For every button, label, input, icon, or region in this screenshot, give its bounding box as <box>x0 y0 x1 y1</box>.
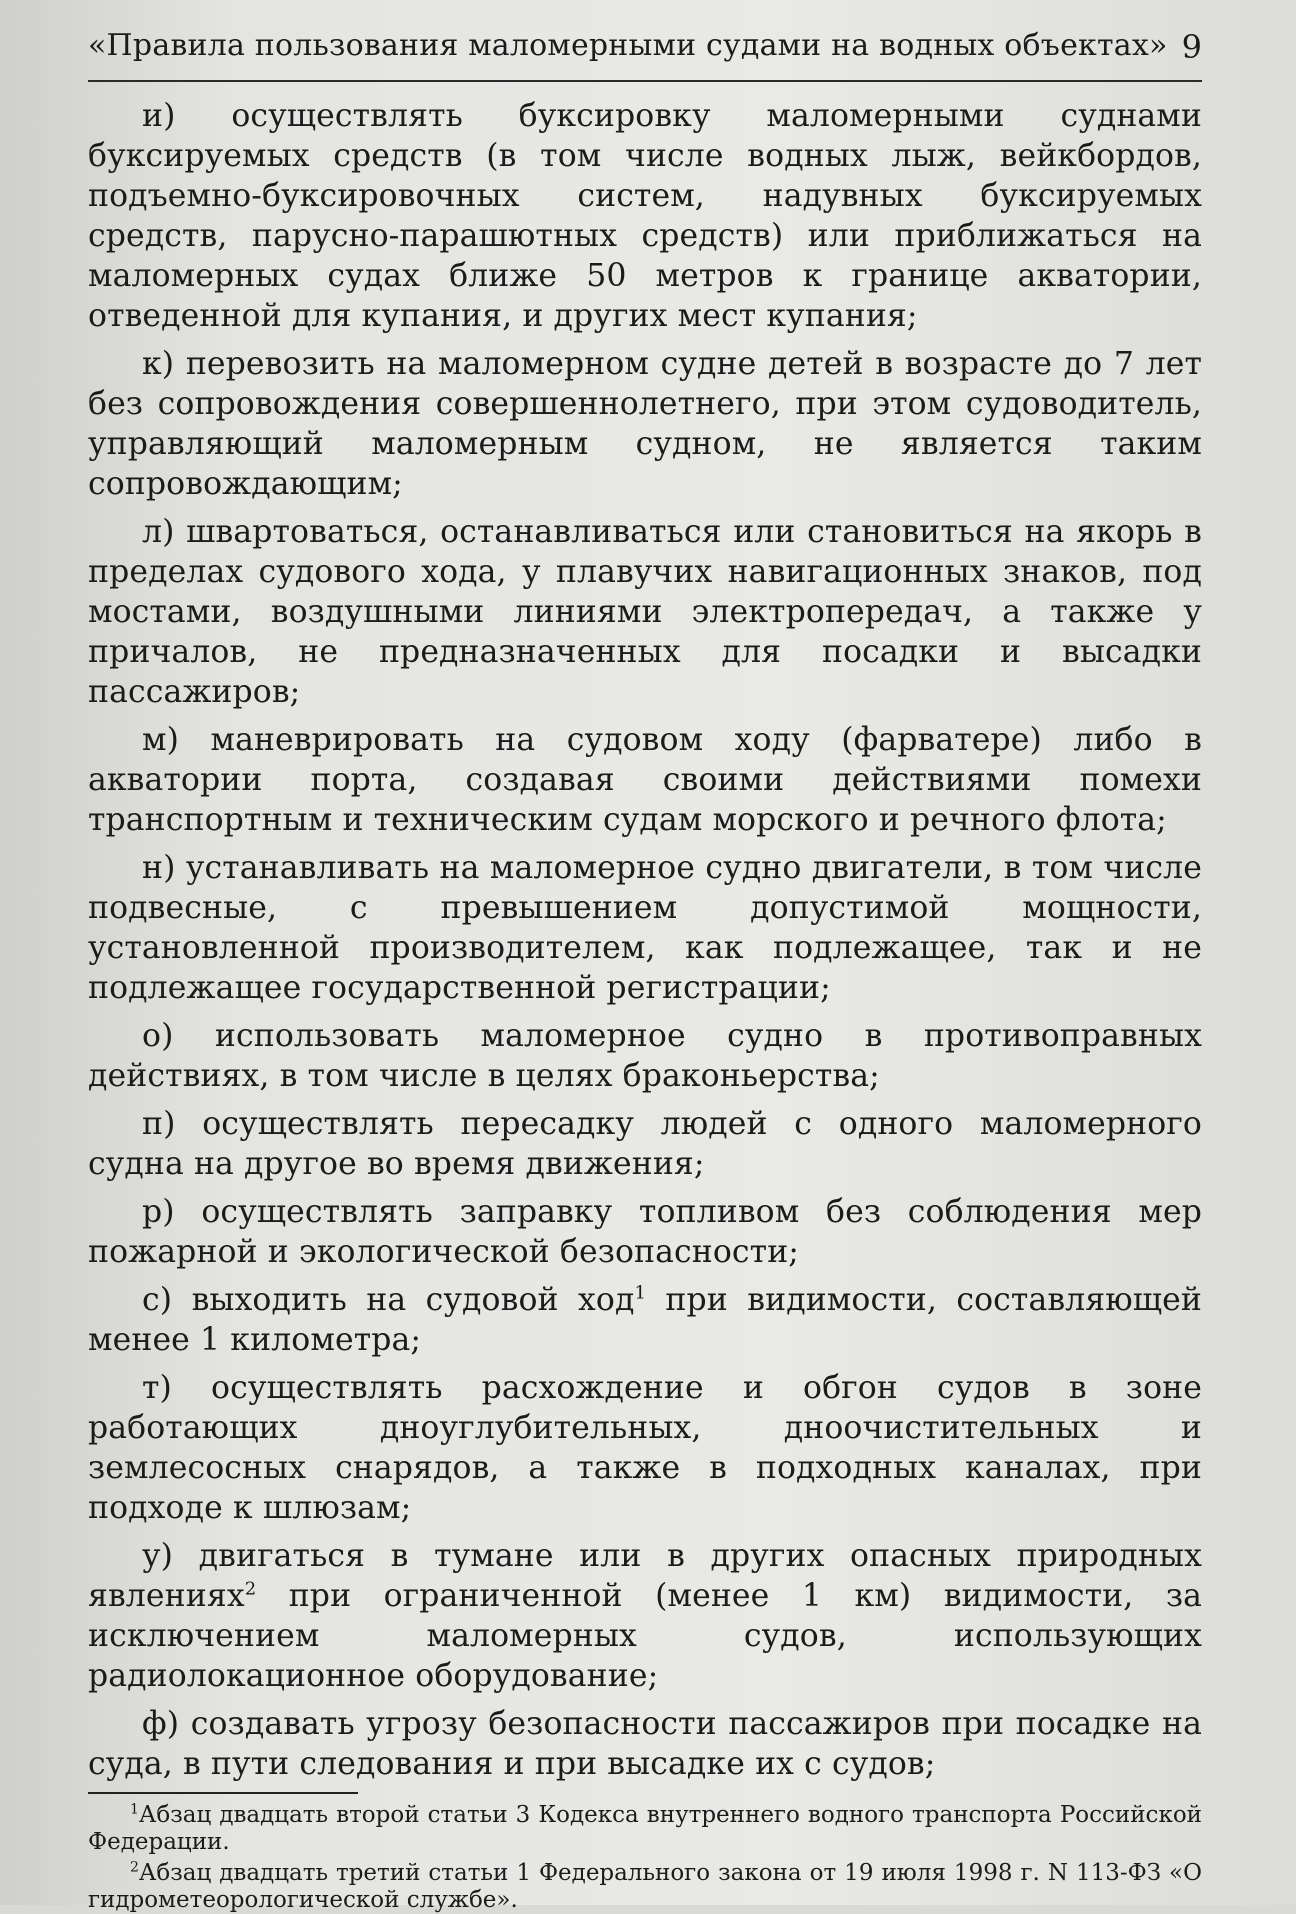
list-item <box>88 512 1202 712</box>
footnote-text: Абзац двадцать третий статьи 1 Федерального закона от 19 июля 1998 г. N 113-ФЗ «О гидрометеорологической службе». <box>88 1860 1202 1913</box>
footnote <box>88 1860 1202 1914</box>
footnote-text: Абзац двадцать второй статьи 3 Кодекса внутреннего водного транспорта Российской Федерации. <box>88 1802 1202 1855</box>
item-letter: у) <box>142 1538 174 1574</box>
item-letter: и) <box>142 98 176 134</box>
item-text: маневрировать на судовом ходу (фарватере) либо в акватории порта, создавая своими действиями помехи транспортным и техническим судам морского и речного флота; <box>88 722 1202 838</box>
list-item <box>88 344 1202 504</box>
item-letter: ф) <box>142 1706 180 1742</box>
item-text: швартоваться, останавливаться или становиться на якорь в пределах судового хода, у плавучих навигационных знаков, под мостами, воздушными линиями электропередач, а также у причалов, не предназначенных для посадки и высадки пассажиров; <box>88 514 1202 710</box>
running-head <box>88 22 1202 82</box>
item-letter: п) <box>142 1106 176 1142</box>
list-item <box>88 848 1202 1008</box>
item-letter: т) <box>142 1370 172 1406</box>
item-text: создавать угрозу безопасности пассажиров при посадке на суда, в пути следования и при высадке их с судов; <box>88 1706 1202 1782</box>
item-text: при ограниченной (менее 1 км) видимости, за исключением маломерных судов, использующих радиолокационное оборудование; <box>88 1578 1202 1694</box>
item-text: двигаться в тумане или в других опасных природных явлениях <box>88 1538 1202 1614</box>
list-item <box>88 720 1202 840</box>
body-text <box>88 96 1202 1784</box>
item-letter: н) <box>142 850 176 886</box>
footnote-mark: 1 <box>130 1801 139 1818</box>
list-item <box>88 1704 1202 1784</box>
running-title: «Правила пользования маломерными судами на водных объектах» <box>88 28 1168 63</box>
footnote-divider <box>88 1792 358 1794</box>
list-item <box>88 1368 1202 1528</box>
footnote <box>88 1802 1202 1856</box>
item-text: выходить на судовой ход <box>191 1282 635 1318</box>
item-letter: л) <box>142 514 175 550</box>
item-text: устанавливать на маломерное судно двигатели, в том числе подвесные, с превышением допустимой мощности, установленной производителем, как подлежащее, так и не подлежащее государственной регистрации; <box>88 850 1202 1006</box>
item-text: перевозить на маломерном судне детей в возрасте до 7 лет без сопровождения совершеннолетнего, при этом судоводитель, управляющий маломерным судном, не является таким сопровождающим; <box>88 346 1202 502</box>
item-letter: к) <box>142 346 175 382</box>
item-text: осуществлять пересадку людей с одного маломерного судна на другое во время движения; <box>88 1106 1202 1182</box>
list-item <box>88 1192 1202 1272</box>
item-text: при видимости, составляющей менее 1 километра; <box>88 1282 1202 1358</box>
footnote-mark: 2 <box>130 1859 139 1876</box>
list-item <box>88 96 1202 336</box>
footnote-ref[interactable]: 2 <box>244 1578 257 1600</box>
footnotes <box>88 1802 1202 1914</box>
page-number: 9 <box>1181 28 1202 66</box>
list-item <box>88 1280 1202 1360</box>
list-item <box>88 1536 1202 1696</box>
item-text: осуществлять буксировку маломерными суднами буксируемых средств (в том числе водных лыж, вейкбордов, подъемно-буксировочных систем, надувных буксируемых средств, парусно-парашютных средств) или приближаться на маломерных судах ближе 50 метров к границе акватории, отведенной для купания, и других мест купания; <box>88 98 1202 334</box>
item-letter: р) <box>142 1194 175 1230</box>
item-letter: с) <box>142 1282 173 1318</box>
item-text: осуществлять заправку топливом без соблюдения мер пожарной и экологической безопасности; <box>88 1194 1202 1270</box>
item-text: осуществлять расхождение и обгон судов в зоне работающих дноуглубительных, дноочистительных и землесосных снарядов, а также в подходных каналах, при подходе к шлюзам; <box>88 1370 1202 1526</box>
list-item <box>88 1016 1202 1096</box>
item-text: использовать маломерное судно в противоправных действиях, в том числе в целях браконьерства; <box>88 1018 1202 1094</box>
item-letter: м) <box>142 722 179 758</box>
list-item <box>88 1104 1202 1184</box>
item-letter: о) <box>142 1018 174 1054</box>
footnote-ref[interactable]: 1 <box>634 1282 647 1304</box>
